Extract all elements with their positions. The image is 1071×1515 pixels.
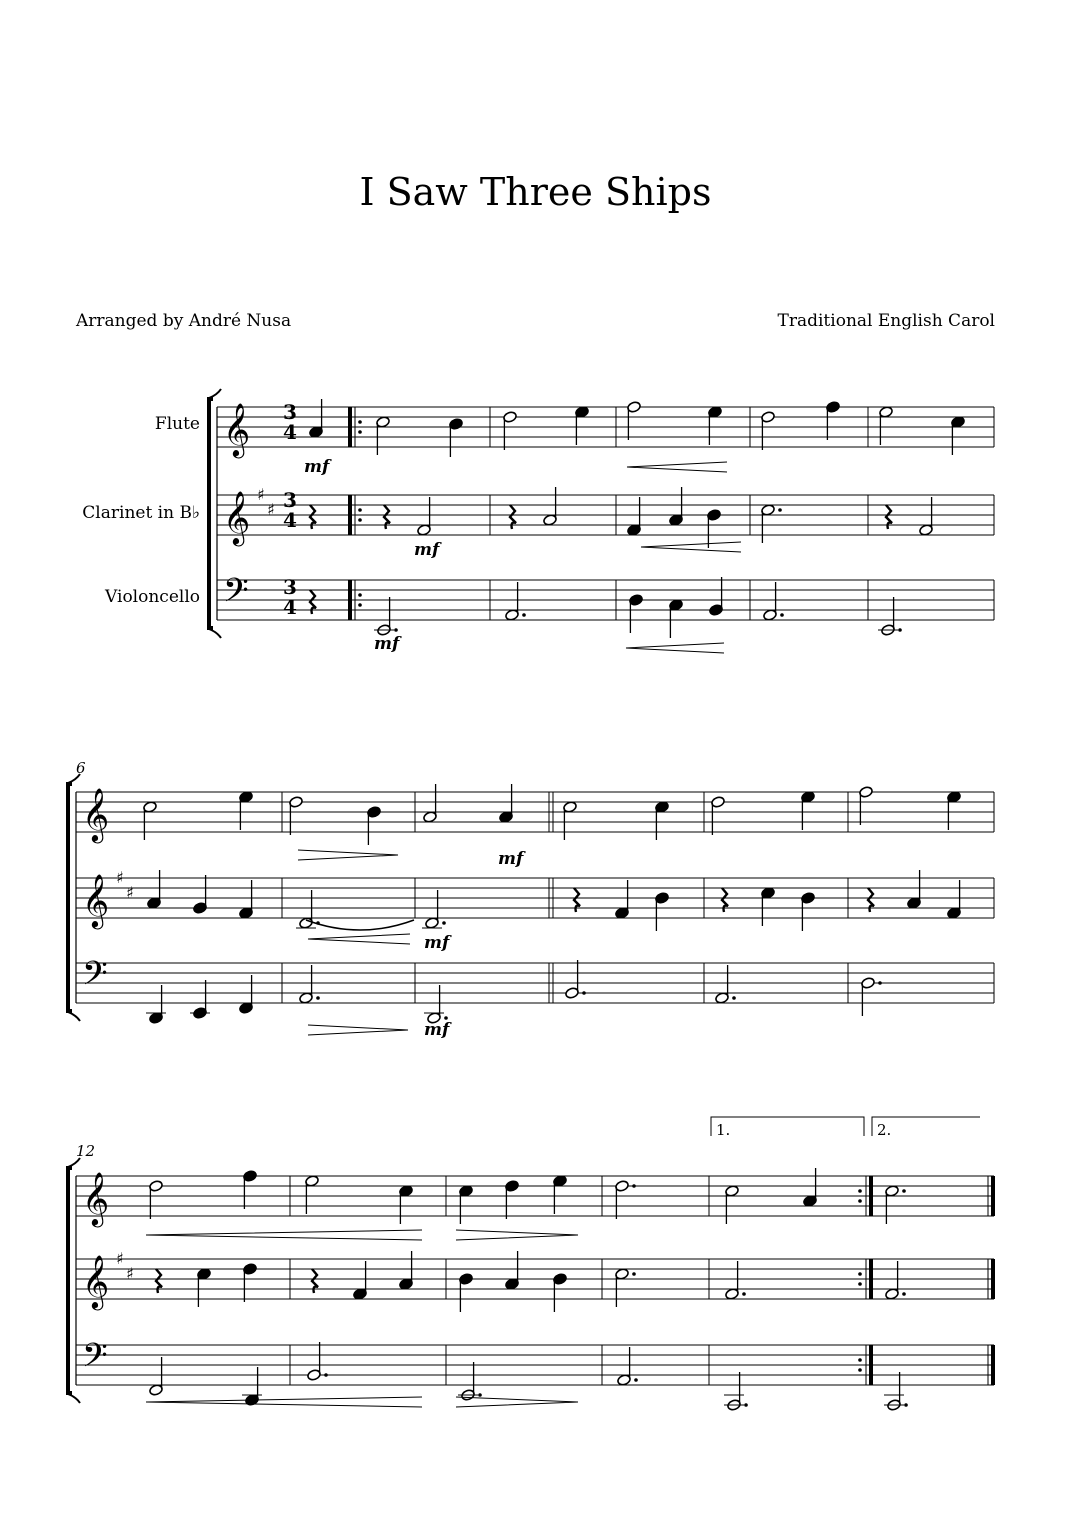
- note: [655, 892, 670, 931]
- augmentation-dot: [778, 508, 782, 512]
- crescendo-hairpin: [308, 934, 410, 944]
- treble-clef: 𝄞: [82, 873, 110, 927]
- note: [803, 1168, 818, 1207]
- repeat-dot: [358, 518, 362, 522]
- note: [239, 975, 254, 1014]
- page-title: I Saw Three Ships: [359, 170, 712, 214]
- note: [149, 1357, 164, 1396]
- note: [417, 497, 432, 536]
- note: [289, 796, 304, 835]
- augmentation-dot: [742, 1292, 746, 1296]
- arranger-credit: Arranged by André Nusa: [76, 311, 292, 331]
- augmentation-dot: [632, 1272, 636, 1276]
- repeat-dot: [858, 1199, 862, 1203]
- note: [197, 1268, 212, 1307]
- note: [423, 784, 438, 823]
- note: [711, 796, 726, 835]
- time-sig-top: 3: [283, 488, 297, 512]
- time-sig-top: 3: [283, 400, 297, 424]
- crescendo-hairpin: [146, 1230, 422, 1240]
- volta-brackets: [711, 1117, 980, 1136]
- sharp-accidental: ♯: [257, 485, 265, 504]
- augmentation-dot: [904, 1403, 908, 1407]
- augmentation-dot: [582, 991, 586, 995]
- repeat-dot: [858, 1272, 862, 1276]
- note: [859, 786, 874, 825]
- note: [615, 1180, 636, 1219]
- note: [801, 892, 816, 931]
- note: [885, 1261, 906, 1300]
- instrument-label-flute: Flute: [154, 414, 200, 434]
- staves: [76, 407, 994, 1385]
- note: [879, 406, 894, 445]
- note: [374, 597, 398, 636]
- dynamic-mf: mf: [424, 1020, 450, 1040]
- note: [553, 1175, 568, 1214]
- note: [367, 806, 382, 845]
- composer-credit: Traditional English Carol: [777, 311, 995, 331]
- augmentation-dot: [902, 1292, 906, 1296]
- note: [615, 880, 630, 919]
- note: [627, 401, 642, 440]
- note: [907, 870, 922, 909]
- system-bracket: [68, 1168, 72, 1393]
- note: [309, 399, 324, 438]
- note: [399, 1251, 414, 1290]
- crescendo-hairpin: [146, 1397, 422, 1407]
- note: [505, 1180, 520, 1219]
- note: [763, 582, 784, 621]
- time-sig-bottom: 4: [283, 420, 297, 444]
- note: [505, 582, 526, 621]
- augmentation-dot: [478, 1393, 482, 1397]
- treble-clef: 𝄞: [82, 787, 110, 841]
- note: [243, 1170, 258, 1209]
- bracket-hook: [68, 1394, 80, 1403]
- note: [353, 1261, 368, 1300]
- note: [505, 1251, 520, 1290]
- note: [239, 791, 254, 830]
- note: [193, 875, 208, 914]
- note: [307, 1342, 328, 1381]
- note: [422, 890, 446, 929]
- note: [424, 985, 448, 1024]
- time-sig-top: 3: [283, 575, 297, 599]
- treble-clef: 𝄞: [82, 1254, 110, 1308]
- repeat-dot: [358, 603, 362, 607]
- time-sig-bottom: 4: [283, 595, 297, 619]
- augmentation-dot: [744, 1403, 748, 1407]
- note: [243, 1263, 258, 1302]
- volta-1-bracket: [711, 1117, 864, 1136]
- sharp-accidental: ♯: [267, 500, 275, 519]
- augmentation-dot: [634, 1378, 638, 1382]
- note: [725, 1261, 746, 1300]
- time-sig-bottom: 4: [283, 508, 297, 532]
- note: [708, 406, 723, 445]
- augmentation-dot: [442, 921, 446, 925]
- augmentation-dot: [522, 613, 526, 617]
- note: [724, 1372, 748, 1411]
- augmentation-dot: [316, 996, 320, 1000]
- note: [239, 880, 254, 919]
- bass-clef: 𝄢: [82, 1337, 108, 1383]
- note: [715, 965, 736, 1004]
- augmentation-dot: [324, 1373, 328, 1377]
- note: [575, 406, 590, 445]
- note: [801, 791, 816, 830]
- instrument-label-clarinet: Clarinet in B♭: [82, 503, 200, 523]
- note: [190, 980, 210, 1019]
- note: [617, 1347, 638, 1386]
- decrescendo-hairpin: [308, 1025, 408, 1035]
- augmentation-dot: [878, 981, 882, 985]
- measure-number: 6: [76, 759, 86, 777]
- note: [459, 1273, 474, 1312]
- dynamic-mf: mf: [498, 849, 524, 869]
- note: [725, 1185, 740, 1224]
- note: [553, 1273, 568, 1312]
- treble-clef: 𝄞: [223, 490, 251, 544]
- note: [709, 577, 724, 616]
- augmentation-dot: [780, 613, 784, 617]
- note: [826, 401, 841, 440]
- note: [761, 411, 776, 450]
- crescendo-hairpin: [641, 542, 741, 552]
- dynamics: [304, 457, 526, 1040]
- augmentation-dot: [732, 996, 736, 1000]
- note: [669, 487, 684, 526]
- repeat-dot: [358, 430, 362, 434]
- note: [543, 487, 558, 526]
- note: [503, 411, 518, 450]
- repeat-dot: [858, 1368, 862, 1372]
- note: [884, 1372, 908, 1411]
- note: [563, 801, 578, 840]
- note: [627, 497, 642, 536]
- note: [878, 597, 902, 636]
- dynamic-mf: mf: [414, 540, 440, 560]
- note: [149, 1180, 164, 1219]
- note: [376, 416, 391, 455]
- sharp-accidental: ♯: [116, 868, 124, 887]
- bracket-hook: [209, 389, 221, 398]
- sharp-accidental: ♯: [126, 883, 134, 902]
- volta-1-label: 1.: [716, 1121, 731, 1139]
- repeat-dot: [858, 1189, 862, 1193]
- note: [761, 887, 776, 926]
- measure-number: 12: [76, 1142, 96, 1160]
- crescendo-hairpin: [627, 462, 727, 472]
- dynamic-mf: mf: [424, 933, 450, 953]
- sharp-accidental: ♯: [126, 1264, 134, 1283]
- note: [629, 594, 644, 633]
- repeat-dot: [858, 1282, 862, 1286]
- note: [399, 1185, 414, 1224]
- tie-arc: [306, 920, 414, 930]
- dynamic-mf: mf: [304, 457, 330, 477]
- note: [707, 509, 722, 548]
- augmentation-dot: [898, 628, 902, 632]
- augmentation-dot: [902, 1189, 906, 1193]
- note: [147, 870, 162, 909]
- system-bracket: [68, 784, 72, 1011]
- crescendo-hairpin: [626, 643, 724, 653]
- note: [459, 1185, 474, 1224]
- note: [655, 801, 670, 840]
- decrescendo-hairpin: [456, 1397, 578, 1407]
- note: [885, 1185, 906, 1224]
- note: [947, 791, 962, 830]
- sharp-accidental: ♯: [116, 1249, 124, 1268]
- note: [458, 1362, 482, 1401]
- augmentation-dot: [394, 628, 398, 632]
- augmentation-dot: [632, 1184, 636, 1188]
- note: [143, 801, 158, 840]
- time-signature: [283, 400, 297, 619]
- note: [861, 977, 882, 1016]
- system-bracket: [209, 399, 213, 628]
- bass-clef: 𝄢: [82, 955, 108, 1001]
- dynamic-mf: mf: [374, 634, 400, 654]
- repeat-dot: [358, 420, 362, 424]
- bracket-hook: [68, 1012, 80, 1021]
- note: [947, 880, 962, 919]
- decrescendo-hairpin: [456, 1230, 578, 1240]
- bracket-hook: [209, 629, 221, 638]
- treble-clef: 𝄞: [82, 1171, 110, 1225]
- repeat-dot: [358, 593, 362, 597]
- note: [146, 985, 166, 1024]
- note: [615, 1268, 636, 1307]
- note: [919, 497, 934, 536]
- note: [499, 784, 514, 823]
- bass-clef: 𝄢: [223, 572, 249, 618]
- decrescendo-hairpin: [298, 850, 398, 860]
- instrument-label-cello: Violoncello: [105, 587, 200, 607]
- treble-clef: 𝄞: [223, 402, 251, 456]
- repeat-dot: [358, 508, 362, 512]
- note: [299, 965, 320, 1004]
- note: [305, 1175, 320, 1214]
- repeat-dot: [858, 1358, 862, 1362]
- note: [669, 599, 684, 638]
- note: [761, 504, 782, 543]
- note: [951, 416, 966, 455]
- volta-2-label: 2.: [877, 1121, 892, 1139]
- score-marks: [68, 389, 965, 1411]
- note: [565, 960, 586, 999]
